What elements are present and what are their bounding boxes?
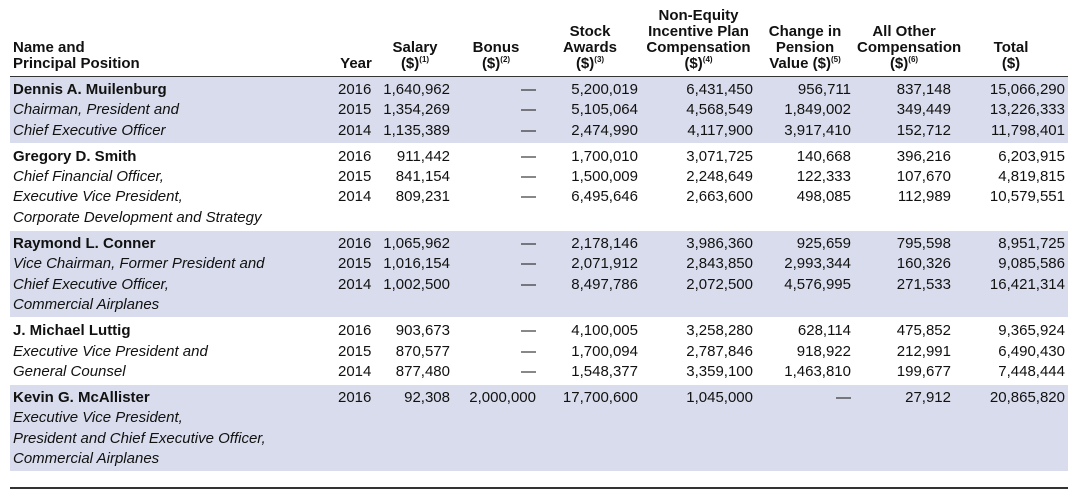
cell-other: 112,989 [897, 188, 951, 206]
cell-nonequity: 2,248,649 [686, 168, 753, 186]
table-bottom-rule [10, 487, 1068, 489]
executive-title: Executive Vice President, [10, 408, 335, 428]
cell-nonequity: 4,117,900 [641, 121, 756, 144]
cell-pension: 1,463,810 [784, 362, 851, 380]
cell-total: 20,865,820 [954, 385, 1068, 409]
cell-nonequity: 4,568,549 [641, 100, 756, 120]
cell-salary: 1,016,154 [377, 254, 453, 274]
cell-year: 2016 [335, 231, 377, 255]
cell-salary: 870,577 [395, 342, 450, 360]
cell-salary: 1,354,269 [377, 100, 453, 120]
cell-year: 2015 [338, 342, 372, 360]
cell-stock: 5,105,064 [539, 100, 641, 120]
cell-total: 11,798,401 [954, 121, 1068, 144]
cell-nonequity: 6,431,450 [641, 77, 756, 101]
header-all-other: All Other Compensation ($)$^{(6)}$ [857, 23, 962, 72]
cell-stock: 1,700,094 [571, 342, 638, 360]
table-header [10, 8, 1068, 77]
cell-stock: 2,071,912 [539, 254, 641, 274]
cell-total: 8,951,725 [954, 231, 1068, 255]
cell-total: 16,421,314 [954, 275, 1068, 295]
cell-total: 6,203,915 [998, 147, 1065, 165]
cell-pension: 4,576,995 [756, 275, 854, 295]
executive-name: Gregory D. Smith [13, 147, 137, 165]
cell-salary: 911,442 [396, 147, 450, 165]
table-row [10, 449, 1068, 471]
cell-salary: 1,065,962 [377, 231, 453, 255]
cell-stock: 6,495,646 [571, 188, 638, 206]
header-stock-awards: Stock Awards ($)$^{(3)}$ [563, 23, 617, 72]
executive-title: Commercial Airplanes [10, 449, 335, 471]
cell-pension: 1,849,002 [756, 100, 854, 120]
cell-other: 152,712 [854, 121, 954, 144]
cell-other: 475,852 [896, 322, 951, 340]
cell-other: 396,216 [896, 147, 951, 165]
cell-nonequity: 2,663,600 [686, 188, 753, 206]
table-row [10, 318, 1068, 342]
executive-group [10, 385, 1068, 472]
executive-name: Dennis A. Muilenburg [10, 77, 335, 101]
cell-salary: 841,154 [395, 168, 450, 186]
cell-total: 15,066,290 [954, 77, 1068, 101]
cell-other: 160,326 [854, 254, 954, 274]
cell-stock: 17,700,600 [539, 385, 641, 409]
cell-pension: 956,711 [756, 77, 854, 101]
cell-nonequity: 1,045,000 [641, 385, 756, 409]
cell-other: 107,670 [896, 168, 951, 186]
cell-bonus: 2,000,000 [453, 385, 539, 409]
cell-salary: 1,640,962 [377, 77, 453, 101]
cell-stock: 1,700,010 [571, 147, 638, 165]
cell-bonus: — [521, 147, 536, 165]
cell-bonus: — [521, 168, 536, 186]
executive-name: J. Michael Luttig [13, 322, 131, 340]
executive-title: Chairman, President and [10, 100, 335, 120]
header-name: Name and Principal Position [13, 39, 140, 72]
cell-stock: 8,497,786 [539, 275, 641, 295]
cell-nonequity: 2,843,850 [641, 254, 756, 274]
executive-title: Chief Executive Officer [10, 121, 335, 144]
executive-title: President and Chief Executive Officer, [10, 429, 335, 449]
cell-bonus: — [521, 362, 536, 380]
cell-total: 9,365,924 [998, 322, 1065, 340]
cell-stock: 5,200,019 [539, 77, 641, 101]
table-row [10, 385, 1068, 409]
cell-total: 9,085,586 [954, 254, 1068, 274]
cell-year: 2014 [338, 362, 372, 380]
cell-total: 4,819,815 [998, 168, 1065, 186]
cell-other: 795,598 [854, 231, 954, 255]
table-row [10, 100, 1068, 120]
executive-title: Executive Vice President, [13, 188, 183, 206]
cell-year: 2014 [338, 188, 372, 206]
cell-salary: 809,231 [395, 188, 450, 206]
executive-title: General Counsel [13, 362, 126, 380]
cell-other: 349,449 [854, 100, 954, 120]
cell-year: 2015 [335, 254, 377, 274]
cell-other: 27,912 [854, 385, 954, 409]
executive-name: Raymond L. Conner [10, 231, 335, 255]
cell-salary: 903,673 [395, 322, 450, 340]
table-row [10, 408, 1068, 428]
cell-total: 13,226,333 [954, 100, 1068, 120]
table-row [10, 295, 1068, 318]
table-row [10, 429, 1068, 449]
cell-bonus: — [453, 275, 539, 295]
cell-bonus: — [521, 188, 536, 206]
cell-bonus: — [453, 254, 539, 274]
cell-nonequity: 3,258,280 [686, 322, 753, 340]
table-row [10, 187, 1068, 207]
cell-nonequity: 2,072,500 [641, 275, 756, 295]
cell-salary: 877,480 [395, 362, 450, 380]
cell-nonequity: 3,071,725 [686, 147, 753, 165]
cell-bonus: — [453, 77, 539, 101]
cell-other: 271,533 [854, 275, 954, 295]
cell-year: 2015 [338, 168, 372, 186]
cell-nonequity: 2,787,846 [686, 342, 753, 360]
header-year: Year [340, 55, 372, 72]
header-bonus: Bonus ($)$^{(2)}$ [472, 39, 520, 72]
cell-stock: 2,178,146 [539, 231, 641, 255]
executive-title: Chief Executive Officer, [10, 275, 335, 295]
cell-other: 212,991 [896, 342, 951, 360]
cell-bonus: — [453, 231, 539, 255]
cell-salary: 1,135,389 [377, 121, 453, 144]
table-row [10, 342, 1068, 362]
cell-total: 6,490,430 [998, 342, 1065, 360]
executive-title: Executive Vice President and [13, 342, 208, 360]
cell-year: 2014 [335, 121, 377, 144]
executive-group [10, 143, 1068, 230]
executive-title: Corporate Development and Strategy [13, 208, 262, 226]
executive-group [10, 318, 1068, 385]
cell-stock: 1,500,009 [571, 168, 638, 186]
header-pension: Change in Pension Value ($)$^{(5)}$ [768, 23, 842, 72]
cell-bonus: — [521, 342, 536, 360]
header-salary: Salary ($)$^{(1)}$ [392, 39, 438, 72]
cell-pension: 918,922 [796, 342, 851, 360]
cell-stock: 2,474,990 [539, 121, 641, 144]
cell-bonus: — [453, 100, 539, 120]
cell-other: 199,677 [896, 362, 951, 380]
cell-salary: 92,308 [377, 385, 453, 409]
cell-pension: 140,668 [796, 147, 851, 165]
cell-total: 7,448,444 [998, 362, 1065, 380]
header-total: Total ($) [993, 39, 1029, 72]
cell-stock: 4,100,005 [571, 322, 638, 340]
cell-nonequity: 3,359,100 [686, 362, 753, 380]
header-non-equity: Non-Equity Incentive Plan Compensation ($)$^{(4)}$ [646, 7, 751, 72]
executive-group [10, 231, 1068, 318]
cell-pension: 498,085 [796, 188, 851, 206]
table-row [10, 275, 1068, 295]
cell-stock: 1,548,377 [571, 362, 638, 380]
cell-pension: 122,333 [796, 168, 851, 186]
cell-salary: 1,002,500 [377, 275, 453, 295]
table-row [10, 167, 1068, 187]
table-row [10, 254, 1068, 274]
executive-title: Commercial Airplanes [10, 295, 335, 318]
table-row [10, 77, 1068, 101]
cell-year: 2016 [335, 385, 377, 409]
cell-total: 10,579,551 [989, 188, 1065, 206]
executive-title: Chief Financial Officer, [13, 168, 164, 186]
cell-other: 837,148 [854, 77, 954, 101]
executive-title: Vice Chairman, Former President and [10, 254, 335, 274]
cell-year: 2016 [338, 322, 372, 340]
cell-bonus: — [521, 322, 536, 340]
table-row [10, 121, 1068, 144]
cell-year: 2016 [335, 77, 377, 101]
cell-bonus: — [453, 121, 539, 144]
cell-year: 2014 [335, 275, 377, 295]
executive-group [10, 77, 1068, 144]
table-row [10, 362, 1068, 385]
table-row [10, 208, 1068, 231]
cell-pension: 925,659 [756, 231, 854, 255]
cell-year: 2016 [338, 147, 372, 165]
cell-nonequity: 3,986,360 [641, 231, 756, 255]
executive-name: Kevin G. McAllister [10, 385, 335, 409]
summary-compensation-table [10, 8, 1068, 471]
cell-year: 2015 [335, 100, 377, 120]
cell-pension: 628,114 [797, 322, 851, 340]
cell-pension: — [756, 385, 854, 409]
table-row [10, 143, 1068, 167]
cell-pension: 3,917,410 [756, 121, 854, 144]
cell-pension: 2,993,344 [756, 254, 854, 274]
table-row [10, 231, 1068, 255]
